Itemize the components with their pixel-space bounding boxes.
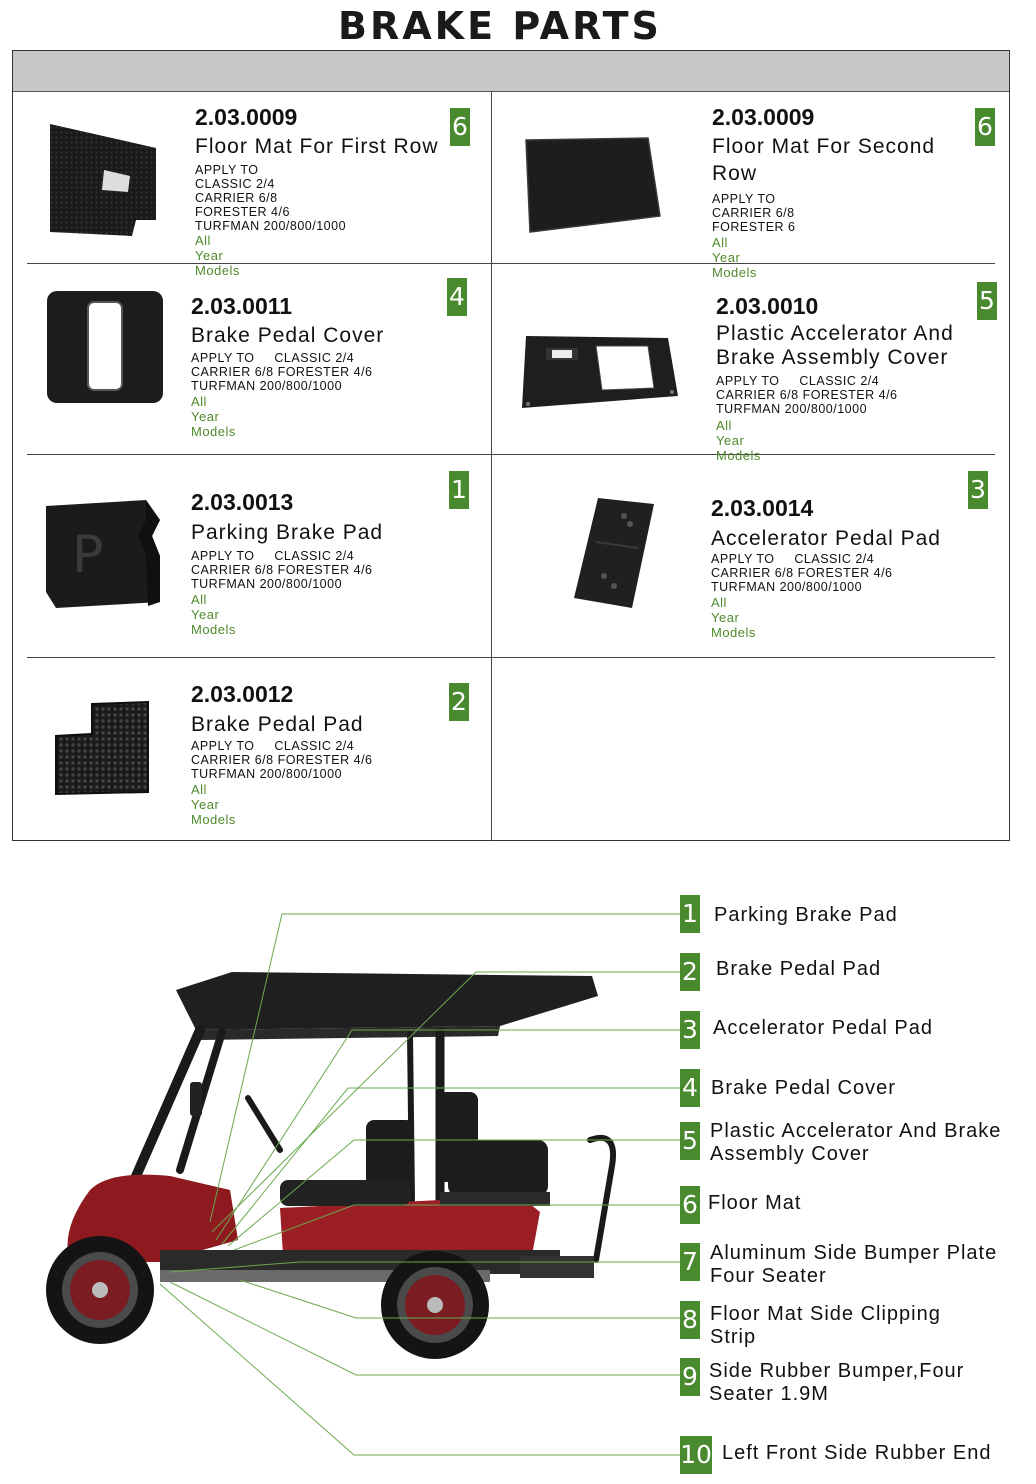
legend-label: Floor Mat: [708, 1192, 802, 1214]
part-name: Plastic Accelerator And Brake Assembly Cover: [716, 322, 954, 369]
legend-label: Side Rubber Bumper,Four Seater 1.9M: [709, 1360, 965, 1405]
cart-rear-wheel: [381, 1251, 489, 1359]
svg-text:P: P: [72, 525, 104, 585]
legend-number: 10: [680, 1436, 712, 1474]
legend-number: 2: [680, 953, 700, 991]
years-note: All Year Models: [716, 418, 761, 463]
legend-number: 5: [680, 1122, 700, 1160]
cart-front-wheel: [46, 1236, 154, 1344]
apply-list: APPLY TO CLASSIC 2/4 CARRIER 6/8 FORESTER 4/6 TURFMAN 200/800/1000: [191, 739, 373, 781]
legend-label: Brake Pedal Cover: [711, 1077, 896, 1099]
legend-number: 1: [680, 895, 700, 933]
part-badge: 6: [975, 108, 995, 146]
legend-number: 9: [680, 1358, 700, 1396]
legend-label: Aluminum Side Bumper Plate Four Seater: [710, 1242, 998, 1287]
part-name: Brake Pedal Cover: [191, 324, 385, 347]
part-code: 2.03.0014: [711, 495, 814, 521]
years-note: All Year Models: [191, 394, 236, 439]
part-badge: 3: [968, 471, 988, 509]
legend-number: 6: [680, 1186, 700, 1224]
part-code: 2.03.0013: [191, 489, 294, 515]
part-name: Parking Brake Pad: [191, 521, 384, 544]
apply-list: APPLY TO CLASSIC 2/4 CARRIER 6/8 FORESTER 4/6 TURFMAN 200/800/1000: [191, 351, 373, 393]
part-badge: 2: [449, 683, 469, 721]
legend-number: 3: [680, 1011, 700, 1049]
part-name: Brake Pedal Pad: [191, 713, 364, 736]
cart-seats: [280, 1092, 550, 1206]
part-badge: 4: [447, 278, 467, 316]
part-badge: 6: [450, 108, 470, 146]
apply-list: APPLY TO CLASSIC 2/4 CARRIER 6/8 FORESTER 4/6 TURFMAN 200/800/1000: [191, 549, 373, 591]
legend-label: Left Front Side Rubber End: [722, 1442, 992, 1464]
legend-label: Floor Mat Side Clipping Strip: [710, 1303, 941, 1348]
part-badge: 5: [977, 282, 997, 320]
part-code: 2.03.0010: [716, 293, 819, 319]
part-name: Floor Mat For First Row: [195, 135, 439, 158]
part-code: 2.03.0009: [712, 104, 815, 130]
legend-number: 4: [680, 1069, 700, 1107]
years-note: All Year Models: [711, 595, 756, 640]
part-name: Accelerator Pedal Pad: [711, 527, 941, 550]
legend-number: 7: [680, 1243, 700, 1281]
apply-list: APPLY TO CARRIER 6/8 FORESTER 6: [712, 192, 796, 234]
apply-list: APPLY TO CLASSIC 2/4 CARRIER 6/8 FORESTER 4/6 TURFMAN 200/800/1000: [195, 163, 347, 233]
apply-list: APPLY TO CLASSIC 2/4 CARRIER 6/8 FORESTER 4/6 TURFMAN 200/800/1000: [716, 374, 898, 416]
part-code: 2.03.0011: [191, 293, 293, 319]
page-title: BRAKE PARTS: [338, 4, 662, 48]
legend-number: 8: [680, 1301, 700, 1339]
mirror-icon: [190, 1082, 202, 1116]
legend-label: Accelerator Pedal Pad: [713, 1017, 934, 1039]
years-note: All Year Models: [195, 233, 240, 278]
years-note: All Year Models: [191, 592, 236, 637]
legend-label: Parking Brake Pad: [714, 904, 898, 926]
part-name: Floor Mat For Second Row: [712, 135, 936, 185]
legend-label: Brake Pedal Pad: [716, 958, 882, 980]
legend-label: Plastic Accelerator And Brake Assembly Cover: [710, 1120, 1002, 1165]
part-code: 2.03.0012: [191, 681, 294, 707]
part-badge: 1: [449, 471, 469, 509]
part-code: 2.03.0009: [195, 104, 298, 130]
years-note: All Year Models: [712, 235, 757, 280]
years-note: All Year Models: [191, 782, 236, 827]
apply-list: APPLY TO CLASSIC 2/4 CARRIER 6/8 FORESTER 4/6 TURFMAN 200/800/1000: [711, 552, 893, 594]
